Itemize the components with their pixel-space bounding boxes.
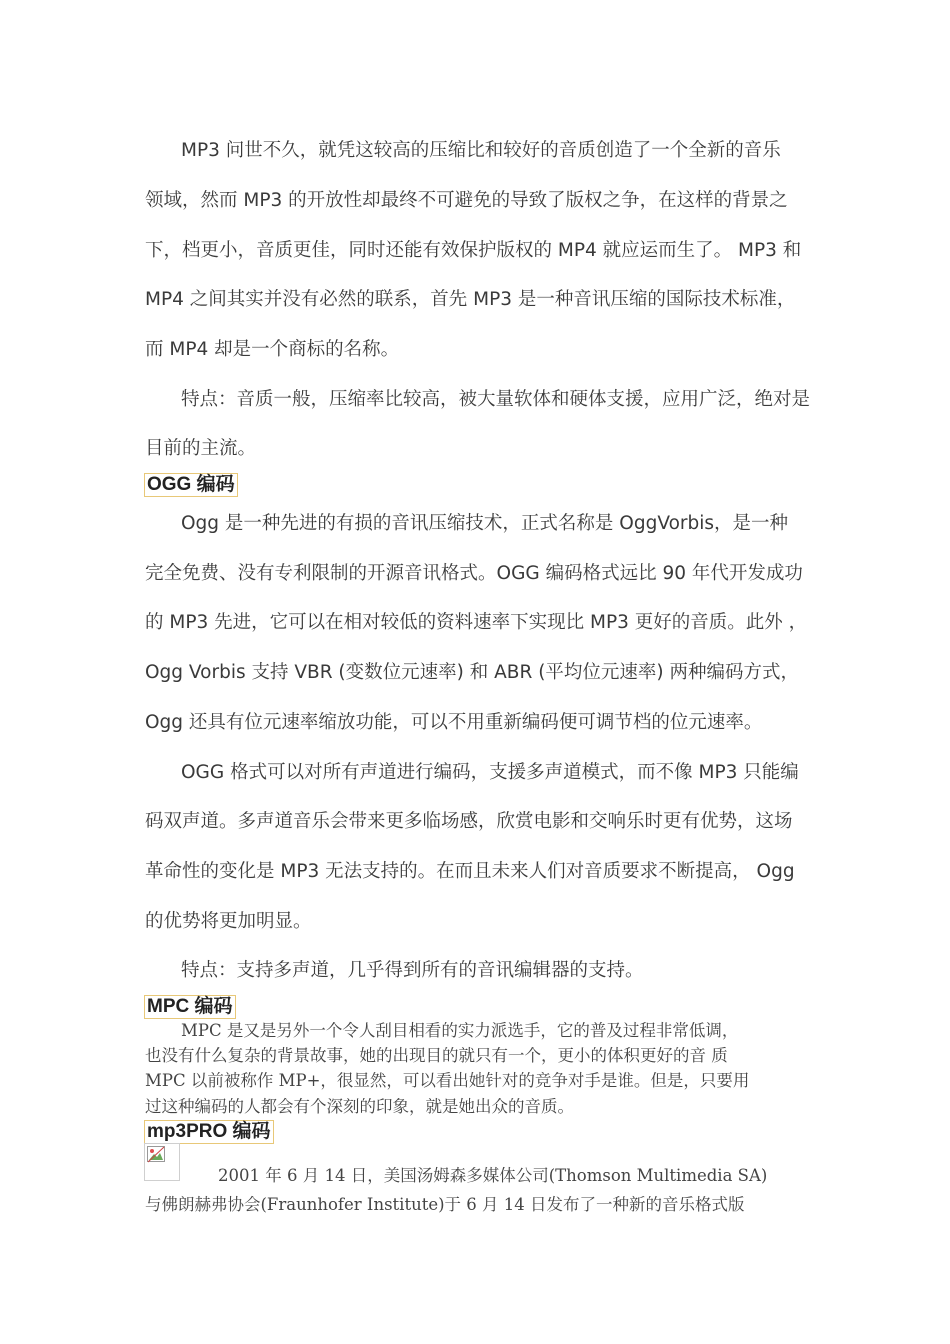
- mpc-paragraph-line: MPC 以前被称作 MP+，很显然，可以看出她针对的竞争对手是谁。但是，只要用: [145, 1071, 750, 1090]
- ogg-paragraph-line: 革命性的变化是 MP3 无法支持的。在而且未来人们对音质要求不断提高， Ogg: [145, 861, 795, 882]
- ogg-paragraph-line: Ogg Vorbis 支持 VBR (变数位元速率) 和 ABR (平均位元速率) 两种编码方式，: [145, 662, 800, 683]
- mp3-paragraph-line: MP3 问世不久，就凭这较高的压缩比和较好的音质创造了一个全新的音乐: [181, 140, 781, 161]
- mpc-paragraph-line: 过这种编码的人都会有个深刻的印象，就是她出众的音质。: [145, 1097, 574, 1116]
- ogg-paragraph-line: 码双声道。多声道音乐会带来更多临场感，欣赏电影和交响乐时更有优势，这场: [145, 811, 793, 832]
- mpc-paragraph-line: 也没有什么复杂的背景故事，她的出现目的就只有一个，更小的体积更好的音 质: [145, 1046, 728, 1065]
- ogg-paragraph-line: Ogg 是一种先进的有损的音讯压缩技术，正式名称是 OggVorbis，是一种: [181, 513, 789, 534]
- mp3pro-paragraph-line: 2001 年 6 月 14 日，美国汤姆森多媒体公司(Thomson Multimedia SA): [218, 1166, 768, 1185]
- mp3-paragraph-line: 领域，然而 MP3 的开放性却最终不可避免的导致了版权之争，在这样的背景之: [145, 190, 788, 211]
- mp3pro-paragraph-line: 与佛朗赫弗协会(Fraunhofer Institute)于 6 月 14 日发布了一种新的音乐格式版: [145, 1195, 745, 1214]
- ogg-paragraph-line: OGG 格式可以对所有声道进行编码，支援多声道模式，而不像 MP3 只能编: [181, 762, 799, 783]
- mpc-paragraph-line: MPC 是又是另外一个令人刮目相看的实力派选手，它的普及过程非常低调，: [181, 1021, 739, 1040]
- mp3-feature-line: 目前的主流。: [145, 438, 257, 459]
- ogg-paragraph-line: Ogg 还具有位元速率缩放功能，可以不用重新编码便可调节档的位元速率。: [145, 712, 763, 733]
- mp3-paragraph-line: 下，档更小，音质更佳，同时还能有效保护版权的 MP4 就应运而生了。 MP3 和: [145, 240, 802, 261]
- broken-image-icon: [144, 1143, 180, 1181]
- ogg-paragraph-line: 的 MP3 先进，它可以在相对较低的资料速率下实现比 MP3 更好的音质。此外 ，: [145, 612, 808, 633]
- mpc-heading: MPC 编码: [144, 995, 236, 1019]
- ogg-paragraph-line: 完全免费、没有专利限制的开源音讯格式。OGG 编码格式远比 90 年代开发成功: [145, 563, 803, 584]
- mp3-feature-line: 特点：音质一般，压缩率比较高，被大量软体和硬体支援，应用广泛，绝对是: [181, 389, 811, 410]
- ogg-feature-line: 特点：支持多声道，几乎得到所有的音讯编辑器的支持。: [181, 960, 644, 981]
- mp3-paragraph-line: MP4 之间其实并没有必然的联系，首先 MP3 是一种音讯压缩的国际技术标准，: [145, 289, 796, 310]
- mp3-paragraph-line: 而 MP4 却是一个商标的名称。: [145, 339, 400, 360]
- ogg-heading: OGG 编码: [144, 473, 238, 497]
- mp3pro-heading: mp3PRO 编码: [144, 1120, 274, 1144]
- ogg-paragraph-line: 的优势将更加明显。: [145, 911, 312, 932]
